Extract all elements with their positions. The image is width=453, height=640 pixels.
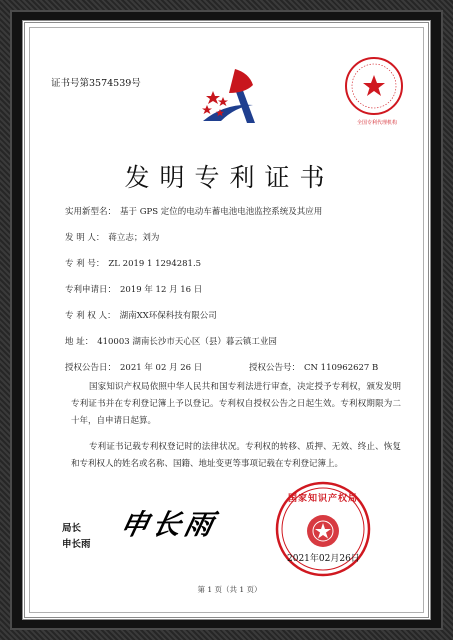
- legal-status-paragraph: 专利证书记载专利权登记时的法律状况。专利权的转移、质押、无效、终止、恢复和专利权人的姓名或名称、国籍、地址变更等事项记载在专利登记簿上。: [71, 442, 401, 469]
- field-inventor: [65, 231, 159, 243]
- official-seal-text: 国家知识产权局: [287, 494, 358, 504]
- field-label: 地 址：: [65, 337, 94, 347]
- field-label: 授权公告日：: [65, 363, 117, 373]
- page-footer: 第 1 页（共 1 页）: [197, 585, 262, 594]
- field-label: 授权公告号：: [249, 363, 301, 373]
- field-grant-number: [249, 361, 378, 373]
- certificate-number: 证书号第3574539号: [51, 78, 141, 89]
- field-value: 2019 年 12 月 16 日: [120, 285, 203, 295]
- field-value: 基于 GPS 定位的电动车蓄电池电池监控系统及其应用: [120, 207, 323, 217]
- field-patent-number: [65, 257, 201, 269]
- signer-name: 申长雨: [62, 539, 91, 550]
- certificate-paper: [22, 20, 431, 620]
- field-value: ZL 2019 1 1294281.5: [108, 259, 202, 269]
- field-application-date: [65, 283, 202, 295]
- field-grant-date: [65, 361, 202, 373]
- field-label: 专利申请日：: [65, 285, 117, 295]
- grant-paragraph: 国家知识产权局依照中华人民共和国专利法进行审查，决定授予专利权，颁发发明专利证书并在专利登记簿上予以登记。专利权自授权公告之日起生效。专利权期限为二十年，自申请日起算。: [71, 382, 401, 426]
- agency-seal-text: 全国专利代理机构: [356, 120, 397, 126]
- field-value: 410003 湖南长沙市天心区（县）暮云镇工业园: [97, 337, 277, 347]
- field-value: 2021 年 02 月 26 日: [120, 363, 203, 373]
- agency-seal-icon: [343, 55, 405, 117]
- field-label: 专 利 权 人：: [65, 311, 116, 321]
- cnipa-logo-icon: [195, 63, 275, 129]
- stamp-date: 2021年02月26日: [287, 554, 360, 564]
- field-value: CN 110962627 B: [304, 363, 379, 373]
- field-value: 蒋立志；刘为: [108, 233, 160, 243]
- field-label: 实用新型名：: [65, 207, 117, 217]
- field-label: 专 利 号：: [65, 259, 105, 269]
- field-value: 湖南XX环保科技有限公司: [119, 311, 217, 321]
- field-utility-name: [65, 205, 322, 217]
- director-signature: 申长雨: [117, 508, 221, 541]
- signer-title: 局长: [62, 523, 82, 534]
- field-label: 发 明 人：: [65, 233, 105, 243]
- field-address: [65, 335, 277, 347]
- certificate-title: 发明专利证书: [124, 162, 335, 192]
- field-patentee: [65, 309, 217, 321]
